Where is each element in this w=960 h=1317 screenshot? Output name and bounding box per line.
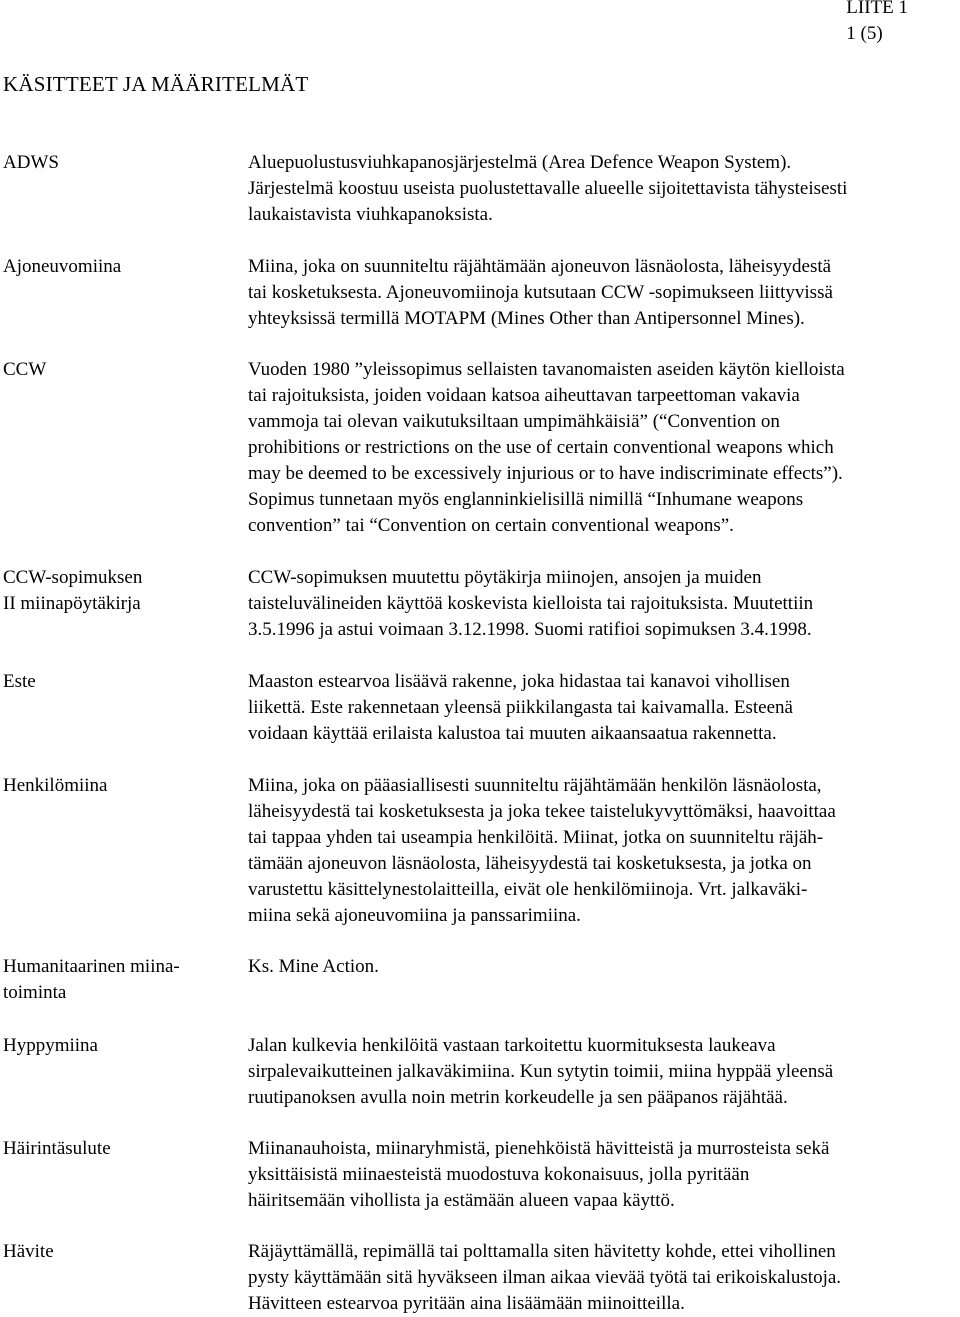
appendix-label: LIITE 1 [846,0,908,18]
glossary-definition: Vuoden 1980 ”yleissopimus sellaisten tavanomaisten aseiden käytön kielloista tai rajoituksista, joiden voidaan katsoa aiheuttavan tarpeettoman vakavia vammoja tai olevan vaikutuksiltaan umpimähkäisiä” (“Convention on prohibitions or restrictions on the use of certain conventional weapons which may be deemed to be excessively injurious or to have indiscriminate effects”). Sopimus tunnetaan myös englanninkielisillä nimillä “Inhumane weapons convention” tai “Convention on certain conventional weapons”. [248,359,845,536]
glossary-definition: Räjäyttämällä, repimällä tai polttamalla siten hävitetty kohde, ettei vihollinen pysty käyttämään sitä hyväkseen ilman aikaa vievää työtä tai erikoiskalustoja. Hävitteen estearvoa pyritään aina lisäämään miinoitteilla. [248,1241,842,1314]
glossary-term: Este [3,671,36,692]
glossary-definition: CCW-sopimuksen muutettu pöytäkirja miinojen, ansojen ja muiden taisteluvälineiden käyttöä koskevista kielloista tai rajoituksista. Muutettiin 3.5.1996 ja astui voimaan 3.12.1998. Suomi ratifioi sopimuksen 3.4.1998. [248,567,814,640]
glossary-term: Henkilömiina [3,775,108,796]
glossary-term: ADWS [3,152,59,173]
glossary-term: Hävite [3,1241,54,1262]
glossary-term: CCW [3,359,47,380]
glossary-definition: Aluepuolustusviuhkapanosjärjestelmä (Area Defence Weapon System). Järjestelmä koostuu useista puolustettavalle alueelle sijoitettavista tähysteisesti laukaistavista viuhkapanoksista. [248,152,848,225]
glossary-definition: Ks. Mine Action. [248,956,379,977]
glossary-definition: Jalan kulkevia henkilöitä vastaan tarkoitettu kuormituksesta laukeava sirpalevaikutteinen jalkaväkimiina. Kun sytytin toimii, miina hyppää yleensä ruutipanoksen avulla noin metrin korkeudelle ja sen pääpanos räjähtää. [248,1035,834,1108]
page-header [846,0,908,47]
glossary-term: Humanitaarinen miina- toiminta [3,956,180,1003]
glossary-term: Ajoneuvomiina [3,256,122,277]
glossary-definition: Maaston estearvoa lisäävä rakenne, joka hidastaa tai kanavoi vihollisen liikettä. Este rakennetaan yleensä piikkilangasta tai kaivamalla. Esteenä voidaan käyttää erilaista kalustoa tai muuten aikaansaatua rakennetta. [248,671,793,744]
page-number: 1 (5) [846,23,883,44]
page-title: KÄSITTEET JA MÄÄRITELMÄT [3,72,309,96]
glossary-term: CCW-sopimuksen II miinapöytäkirja [3,567,143,614]
glossary-definition: Miina, joka on pääasiallisesti suunniteltu räjähtämään henkilön läsnäolosta, läheisyydestä tai kosketuksesta ja joka tekee taistelukyvyttömäksi, haavoittaa tai tappaa yhden tai useampia henkilöitä. Miinat, jotka on suunniteltu räjäh- tämään ajoneuvon läsnäolosta, läheisyydestä tai kosketuksesta, ja jotka on varustettu käsittelynestolaitteilla, eivät ole henkilömiinoja. Vrt. jalkaväki- miina sekä ajoneuvomiina ja panssarimiina. [248,775,836,926]
glossary-definition: Miinanauhoista, miinaryhmistä, pienehköistä hävitteistä ja murrosteista sekä yksittäisistä miinaesteistä muodostuva kokonaisuus, jolla pyritään häiritsemään vihollista ja estämään alueen vapaa käyttö. [248,1138,830,1211]
glossary-term: Häirintäsulute [3,1138,111,1159]
glossary-term: Hyppymiina [3,1035,98,1056]
glossary-definition: Miina, joka on suunniteltu räjähtämään ajoneuvon läsnäolosta, läheisyydestä tai kosketuksesta. Ajoneuvomiinoja kutsutaan CCW -sopimukseen liittyvissä yhteyksissä termillä MOTAPM (Mines Other than Antipersonnel Mines). [248,256,833,329]
